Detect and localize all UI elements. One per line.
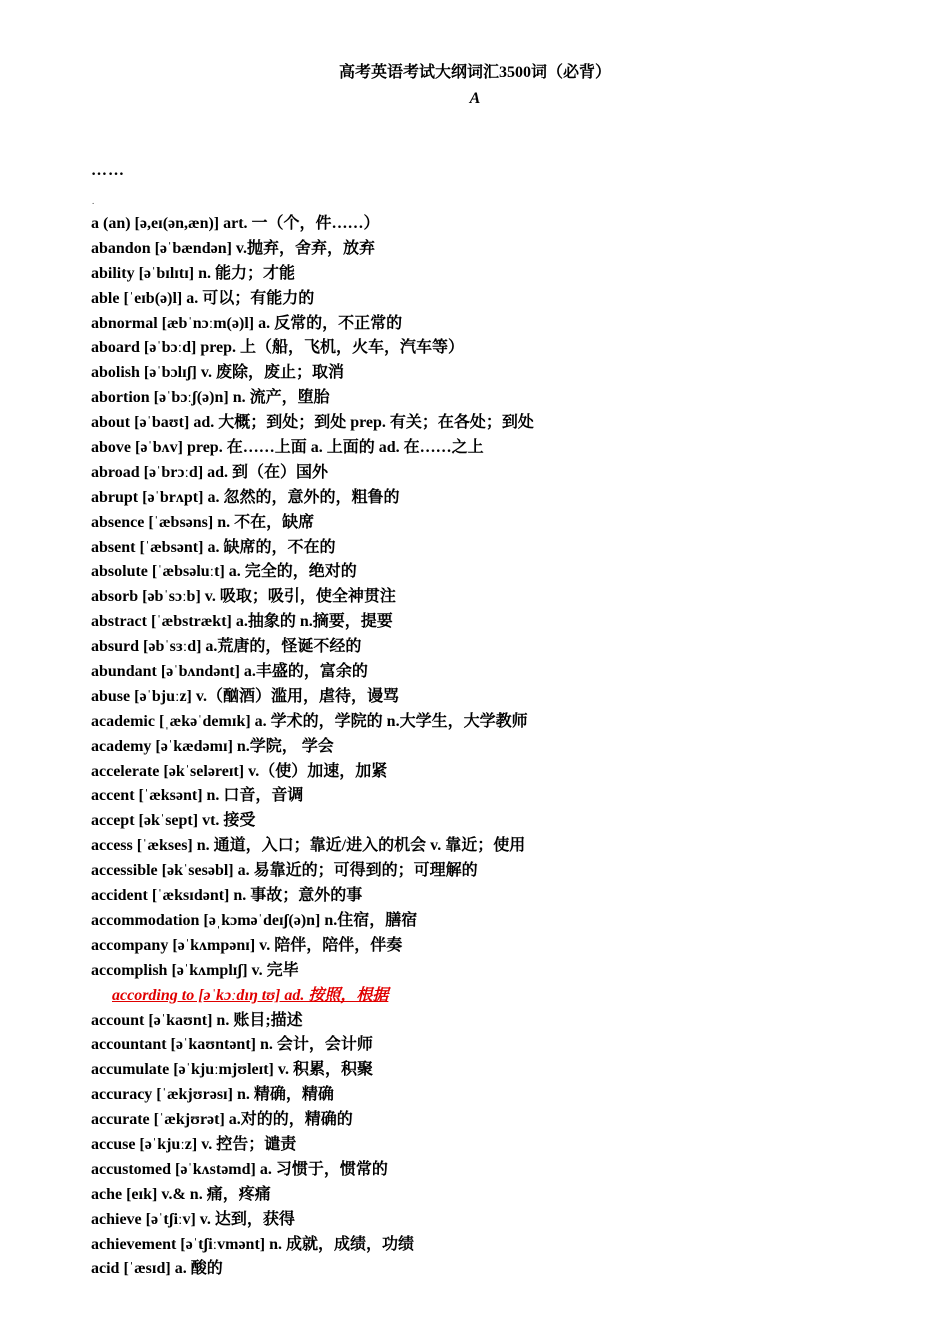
vocabulary-entry: abolish [əˈbɔlɪʃ] v. 废除，废止；取消 [91,364,345,382]
vocabulary-entry: access [ˈækses] n. 通道，入口；靠近/进入的机会 v. 靠近；使用 [91,837,526,855]
vocabulary-entry: about [əˈbaʊt] ad. 大概；到处；到处 prep. 有关；在各处；到处 [91,414,534,432]
vocabulary-entry: accelerate [əkˈseləreɪt] v.（使）加速，加紧 [91,762,388,780]
vocabulary-list [91,212,891,1282]
vocabulary-entry: above [əˈbʌv] prep. 在……上面 a. 上面的 ad. 在……之上 [91,439,484,457]
vocabulary-entry: accountant [əˈkaʊntənt] n. 会计，会计师 [91,1036,373,1054]
vocabulary-entry: accompany [əˈkʌmpənɪ] v. 陪伴，陪伴，伴奏 [91,936,403,954]
vocabulary-entry: absolute [ˈæbsəluːt] a. 完全的，绝对的 [91,563,357,581]
vocabulary-entry: ache [eɪk] v.& n. 痛，疼痛 [91,1185,271,1203]
vocabulary-entry: abrupt [əˈbrʌpt] a. 忽然的，意外的，粗鲁的 [91,488,400,506]
vocabulary-entry: aboard [əˈbɔːd] prep. 上（船，飞机，火车，汽车等） [91,339,465,357]
vocabulary-entry: accumulate [əˈkjuːmjʊleɪt] v. 积累，积聚 [91,1061,373,1079]
vocabulary-entry: abroad [əˈbrɔːd] ad. 到（在）国外 [91,463,329,481]
vocabulary-entry: account [əˈkaʊnt] n. 账目;描述 [91,1011,303,1029]
vocabulary-entry: achievement [əˈtʃiːvmənt] n. 成就，成绩，功绩 [91,1235,415,1253]
ellipsis-marker: …… [91,162,125,179]
vocabulary-entry: able [ˈeɪb(ə)l] a. 可以；有能力的 [91,289,315,307]
vocabulary-entry: abstract [ˈæbstrækt] a.抽象的 n.摘要，提要 [91,613,393,631]
vocabulary-entry: absence [ˈæbsəns] n. 不在，缺席 [91,513,315,531]
vocabulary-entry: academy [əˈkædəmɪ] n.学院， 学会 [91,737,334,755]
vocabulary-entry: accommodation [əˌkɔməˈdeɪʃ(ə)n] n.住宿，膳宿 [91,911,418,929]
vocabulary-entry: ability [əˈbɪlɪtɪ] n. 能力；才能 [91,264,296,282]
vocabulary-entry: accomplish [əˈkʌmplɪʃ] v. 完毕 [91,961,299,979]
vocabulary-entry-highlighted: according to [əˈkɔːdɪŋ tʊ] ad. 按照，根据 [112,986,389,1004]
vocabulary-entry: accent [ˈæksənt] n. 口音，音调 [91,787,304,805]
vocabulary-entry: academic [ˌækəˈdemɪk] a. 学术的，学院的 n.大学生，大学教师 [91,712,528,730]
vocabulary-entry: accurate [ˈækjʊrət] a.对的的，精确的 [91,1111,353,1129]
vocabulary-entry: acid [ˈæsɪd] a. 酸的 [91,1260,223,1278]
vocabulary-entry: absurd [əbˈsɜːd] a.荒唐的，怪诞不经的 [91,638,362,656]
vocabulary-entry: abuse [əˈbjuːz] v.（酗酒）滥用，虐待，谩骂 [91,687,400,705]
vocabulary-entry: abundant [əˈbʌndənt] a.丰盛的，富余的 [91,663,368,681]
vocabulary-entry: abandon [əˈbændən] v.抛弃，舍弃，放弃 [91,239,376,257]
vocabulary-entry: accept [əkˈsept] vt. 接受 [91,812,256,830]
vocabulary-entry: accuracy [ˈækjʊrəsɪ] n. 精确，精确 [91,1086,334,1104]
vocabulary-entry: a (an) [ə,eɪ(ən,æn)] art. 一（个，件……） [91,215,380,232]
vocabulary-entry: absent [ˈæbsənt] a. 缺席的，不在的 [91,538,336,556]
vocabulary-entry: abnormal [æbˈnɔːm(ə)l] a. 反常的，不正常的 [91,314,403,332]
vocabulary-entry: accustomed [əˈkʌstəmd] a. 习惯于，惯常的 [91,1160,388,1178]
document-title: 高考英语考试大纲词汇3500词（必背） [338,64,611,81]
vocabulary-entry: accessible [əkˈsesəbl] a. 易靠近的；可得到的；可理解的 [91,862,478,880]
small-mark: . [92,196,95,206]
vocabulary-entry: absorb [əbˈsɔːb] v. 吸取；吸引，使全神贯注 [91,588,396,606]
vocabulary-entry: achieve [əˈtʃiːv] v. 达到，获得 [91,1210,295,1228]
section-letter-heading: A [469,90,481,107]
vocabulary-entry: accident [ˈæksɪdənt] n. 事故；意外的事 [91,887,363,905]
vocabulary-entry: accuse [əˈkjuːz] v. 控告；谴责 [91,1135,297,1153]
vocabulary-entry: abortion [əˈbɔːʃ(ə)n] n. 流产，堕胎 [91,389,330,407]
